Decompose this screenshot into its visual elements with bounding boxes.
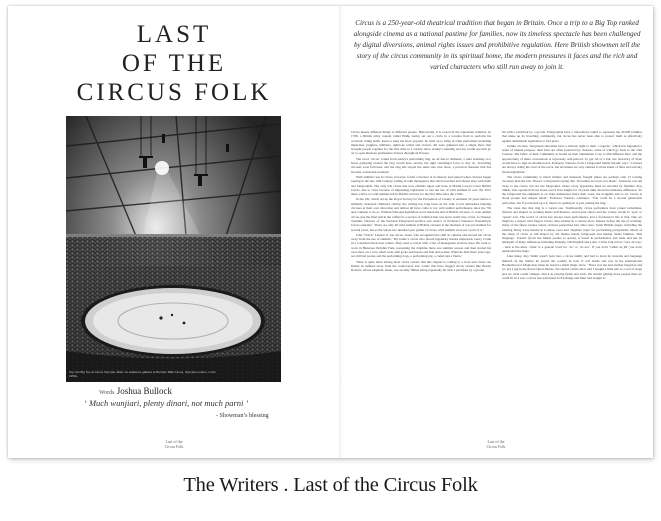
- body-columns: [351, 130, 642, 430]
- standfirst: Circus is a 250-year-old theatrical tradition that began in Britain. Once a trip to a Big Top ranked alongside cinema as a national pastime for families, now its timeless spectacle has been challenged by digital diversions, animal rights issues and prohibitive regulation. Here British showmen tell the story of the circus community in its spiritual home, the modern pressures it faces and the rich and varied characters who still run away to join it.: [353, 19, 641, 71]
- author-name: Joshua Bullock: [116, 386, 173, 396]
- folio-right: [476, 439, 516, 449]
- circus-photo-image: [66, 116, 281, 382]
- folio-left: [154, 439, 194, 449]
- circus-photograph: [66, 116, 281, 382]
- folio-line: Last of the: [487, 439, 505, 444]
- left-page: [8, 6, 339, 458]
- title-line: CIRCUS FOLK: [76, 79, 272, 106]
- folio-line: Circus Folk: [164, 444, 184, 449]
- spread-caption: The Writers . Last of the Circus Folk: [183, 474, 478, 496]
- body-paragraph: The word ‘circus’ comes from Astley's performing ring. At 42 feet in diameter, a rider standing on a horse galloping around the ring would have exactly the right centrifugal force to stay on. Travelling circuses soon followed, and the ring has stayed the same size ever since, a practical measure that has become a universal standard.: [351, 156, 491, 174]
- body-paragraph: The circus community is much smaller and intensely fraught (there are perhaps only 15 touring circuses) than the fair. There's a fairground saying that ‘showmen are born, not made’. Someone can run away to the circus, but not the fairground, where every apprentice must be enrolled by families. Roy Smith, who operated Circus Gatos out of East Anglia for 19 years talks about the immense difference: ‘In the fairground the emphasis is on rides themselves that's their work, the dodgems and so on. Circus is about people and unique talent.’ Professor Vanessa continues: ‘You could be a second generation performer, but if you haven't got it, there's no getting in or just joining the ring.’: [502, 174, 642, 205]
- body-column-2: [502, 130, 642, 430]
- body-column-1: [351, 130, 491, 430]
- article-title: [68, 20, 280, 107]
- body-paragraph: John ‘Norris’ Lennon is one circus owner who recognised the shift in opinion and moved his circus away from the use of animals: ‘My father’s circus who placed legendary theatre impresario Gerry Cottle in a Canadian black bear winter. They used to travel with a fair of menageries in those days. He went to work in Battersea Dolphin Park, presenting the dolphins there one summer season and then started his own show on a very small scale with goats and horses and fish and ponies. When he died there years ago, we still had ponies and the performing dogs, a performing pig, a camel and a llama.’: [351, 232, 491, 259]
- epigraph-quote: ‘ Much wunjiari, plenty dinari, not much parni ’: [84, 398, 249, 408]
- title-line: LAST: [136, 21, 212, 48]
- title-line: OF THE: [121, 50, 227, 77]
- body-paragraph: The route into that ring is a varied one. Traditionally, circus performers have joined comedians, dancers and singers in working music hall theatres, end-of-pier shows and the variety circuit in ‘spot’ or ‘speak’ acts. The world of circus has always been performance and a forebearer's life at that. One act might do a season with Zippos Circus, then another in a variety show. Indeed, before the rise of working, many of the finest venues where circuses performed had other uses. Some British stages, including the existing Drury Lane theatre in London, even had ‘elephant traps’ for performing pachyderms. Much of the slang of circus is still shared by old theatre hands, fairground and market trades families. This language, ‘Parlari’ (from the Italian parlare to speak), is based in performance and trade and has an amalgam of many influences including Romany, Old English and Latin. Circus folk tell us ‘very de rosy’ – luck at the mun, ‘omie’ is a general word for ‘no’ or ‘do not’. If you don't ‘rabbit da jill’ you don't understand the lingo.: [502, 206, 642, 254]
- body-paragraph: Like many, Roy Smith wasn't born into a circus family and had to learn its customs and language himself. In the Sixties he toured the country in rock 'n' roll bands and was in the International Brotherhood of Magicians when he started a small magic show. ‘There was me and another magician and we got a gig in the Royal Opera House. We started a little show and I bought a little tent as a sort of stage and we went round villages. Did it in playing fields and such. We started getting more people than we could fit in. I saw a circus tent advertised in Exchange and Mart and bought it.’: [502, 254, 642, 280]
- epigraph-attribution: - Showman’s blessing: [216, 413, 269, 419]
- right-page: [339, 6, 653, 458]
- body-paragraph: hit with a pitchfork by a groom. Fairgrounds have a Showmen's Guild to represent the 20,000 families that make up its travelling community, but circus has never been able to protect itself as effectively against detrimental legislation or bad press.: [502, 130, 642, 143]
- magazine-spread: [8, 6, 653, 458]
- byline: [99, 386, 172, 396]
- body-paragraph: Wild animals’ use in circus, however, forms a fraction of its history and started when circuses began touring in the late 19th Century, falling in with menageries that often travelled and shared sites with them and fairgrounds. The only UK circus that now exhibits tigers and lions is Martin Lacey's Great British Circus, due to close because of impending legislation to ban the use of wild animals in acts. By 2015 there will be no wild animals left in British circuses for the first time since the 1700s.: [351, 174, 491, 197]
- body-paragraph: There is quite relief among most circus owners that this chapter is coming to a close and circus can finally be defined away from the controversy and ‘cattle’ that have dogged circus owners like Bobby Roberts, whose elephant, Anne, was secretly filmed being repeatedly hit with a pitchfork by a groom.: [351, 259, 491, 273]
- body-paragraph: Unlike circuses, fairground showmen have a historic right to their ‘cosgerie’, which has ingrained a sense of mutual purpose: their fairs are often protected by charters, some of which go back to the 13th Century. The fabric of their community is bound on their entitlement to up to 200 different fairs, and the apportioning of these concessions is rigorously self-policed. To get rid of a fair, the Secretary of State would have to sign an Abolition Act. Professor Vanessa, from a fairground family herself, says: ‘Circuses are always riding the crest of the wave, but showmen are very attuned to those kinds of tides and actively check legislation.’: [502, 143, 642, 174]
- folio-line: Circus Folk: [486, 444, 506, 449]
- folio-line: Last of the: [165, 439, 183, 444]
- body-paragraph: In the UK, which set up the Royal Society for the Prevention of Cruelty to Animals 50 years before a similarly chartered children's charity, the writing has long been on the wall. Local authorities banning circuses at their own discretion and almost all have come to bar wild animal performance since the 70s and continue to do so. Without National legislation won't mean the end of British circuses, or even animal circus, just the final nail in the coffin for a section of tradition that was never really true circus, as Vanessa Toulmin, Director of the National Fairground Archive and creator of Professor Vanessa's Wonderbyte Circus explains: ‘There are only 40 wild animals in British circuses at the moment. It was proclaimed for several years, but as the whole two hundred year gamut of circus, wild animals were not a part of it.’: [351, 197, 491, 232]
- body-paragraph: Circus means different things to different people. Historically, it is rooted in the equestrian tradition. In 1768, a British army captain called Philip Astley set out a circle in a London field to perform his acrobatic riding skills. Keen to keep his show popular, he went on to bring in other performers including musicians, jugglers, tumblers, tightrope artists and clowns. All were gathered into a single show that brought people together for the first time in a variety show. Astley's stunning success would see him go on to open nineteen permanent circuses throughout Europe.: [351, 130, 491, 156]
- photo-caption: Top: the Big Top at Circus Olympia. Main: An audience gathers at Bertram Mills Circus, Olympia London, in the 1950s.: [69, 370, 216, 378]
- byline-label: Words: [99, 390, 115, 396]
